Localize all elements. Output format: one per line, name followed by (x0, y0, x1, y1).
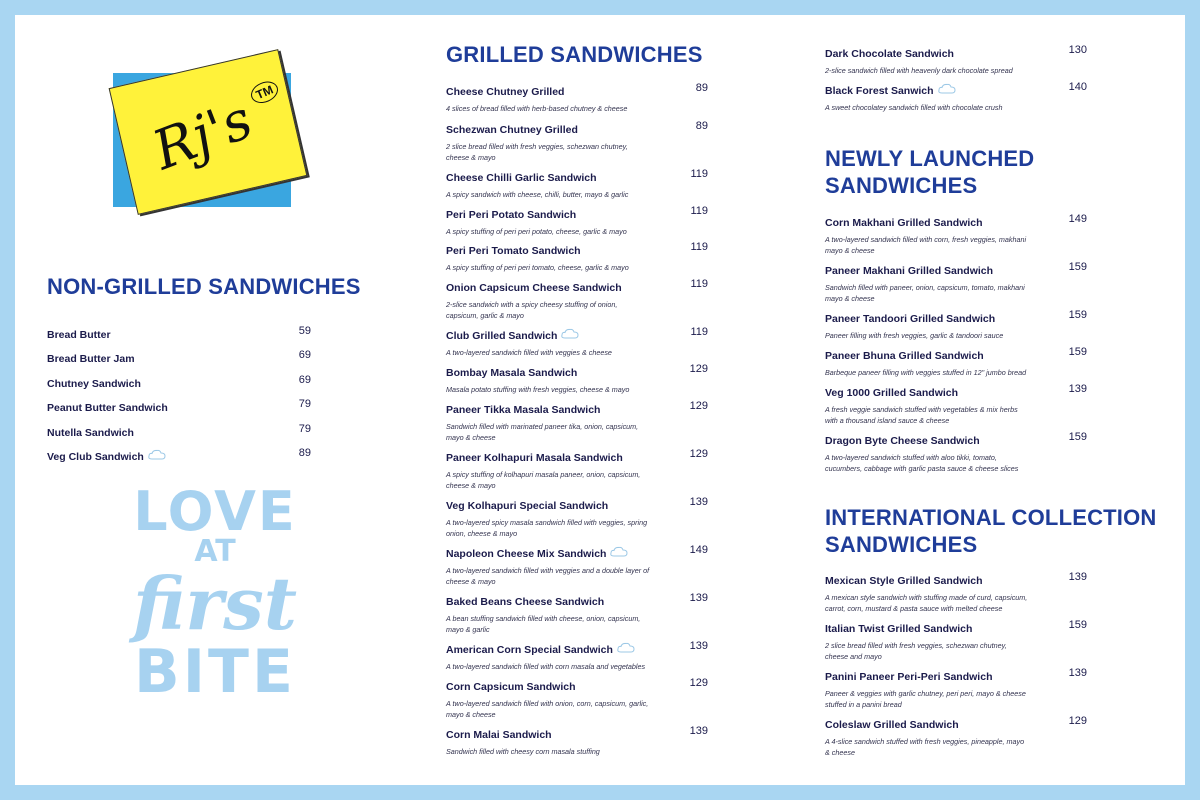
item-price: 149 (689, 544, 708, 556)
item-description: A two-layered sandwich filled with corn, fresh veggies, makhani mayo & cheese (825, 235, 1027, 255)
item-description: Barbeque paneer filling with veggies stuffed in 12" jumbo bread (825, 368, 1027, 377)
menu-item (446, 326, 738, 358)
item-description: Masala potato stuffing with fresh veggies, cheese & mayo (446, 385, 630, 394)
menu-item (825, 383, 1117, 426)
decor-love: LOVE (133, 480, 297, 543)
item-name: Cheese Chutney Grilled (446, 86, 565, 98)
love-at-first-bite-decoration (105, 480, 325, 755)
item-price: 159 (1068, 431, 1087, 443)
item-description: A two-layered sandwich filled with veggies and a double layer of cheese & mayo (446, 566, 650, 587)
cloud-icon (148, 447, 166, 465)
menu-item (825, 619, 1117, 662)
item-name: Corn Malai Sandwich (446, 729, 552, 741)
item-description: A 4-slice sandwich stuffed with fresh veggies, pineapple, mayo & cheese (825, 737, 1025, 757)
item-description: A two-layered sandwich filled with corn masala and vegetables (446, 662, 646, 672)
grilled-title: GRILLED SANDWICHES (446, 42, 703, 67)
newly-title-line2: SANDWICHES (825, 173, 978, 198)
item-name: Paneer Kolhapuri Masala Sandwich (446, 452, 623, 464)
item-price: 159 (1068, 619, 1087, 631)
item-description: A spicy sandwich with cheese, chilli, butter, mayo & garlic (446, 190, 629, 199)
item-name: Paneer Tikka Masala Sandwich (446, 404, 601, 416)
menu-item (446, 168, 738, 200)
item-name: Coleslaw Grilled Sandwich (825, 719, 959, 731)
menu-page (15, 15, 1185, 785)
menu-item (446, 241, 738, 273)
menu-item (446, 640, 738, 672)
item-description: A spicy stuffing of peri peri potato, cheese, garlic & mayo (446, 227, 627, 236)
menu-item (446, 400, 738, 443)
item-price: 139 (689, 640, 708, 652)
menu-item (825, 431, 1117, 474)
item-price: 79 (298, 423, 311, 435)
item-description: Sandwich filled with cheesy corn masala stuffing (446, 747, 600, 756)
item-price: 89 (695, 120, 708, 132)
item-name: Black Forest Sanwich (825, 85, 934, 98)
newly-title-line1: NEWLY LAUNCHED (825, 146, 1035, 171)
item-price: 59 (298, 325, 311, 337)
item-price: 79 (298, 398, 311, 410)
item-description: A bean stuffing sandwich filled with cheese, onion, capsicum, mayo & garlic (446, 614, 641, 634)
item-price: 119 (690, 241, 708, 253)
item-price: 139 (1068, 571, 1087, 583)
item-price: 129 (689, 448, 708, 460)
decor-bite: BITE (134, 637, 296, 707)
item-price: 149 (1068, 213, 1087, 225)
item-description: A two-layered sandwich filled with veggies & cheese (446, 348, 612, 358)
item-price: 119 (690, 326, 708, 338)
menu-item (446, 205, 738, 237)
menu-item (825, 667, 1117, 710)
item-description: A spicy stuffing of kolhapuri masala paneer, onion, capsicum, cheese & mayo (446, 470, 641, 490)
item-description: 2 slice bread filled with fresh veggies, schezwan chutney, cheese and mayo (825, 641, 1007, 661)
item-name: Panini Paneer Peri-Peri Sandwich (825, 671, 993, 683)
item-price: 159 (1068, 346, 1087, 358)
menu-item (446, 448, 738, 491)
item-name: Veg Club Sandwich (47, 451, 144, 464)
item-name: Bombay Masala Sandwich (446, 367, 578, 379)
menu-item (446, 363, 738, 395)
item-name: Chutney Sandwich (47, 378, 141, 390)
item-name: Mexican Style Grilled Sandwich (825, 575, 983, 587)
item-price: 159 (1068, 309, 1087, 321)
brand-name: Rj's (144, 87, 261, 183)
item-name: Dark Chocolate Sandwich (825, 48, 954, 60)
brand-logo (113, 59, 309, 229)
decor-at: AT (194, 534, 236, 569)
item-name: Peri Peri Tomato Sandwich (446, 245, 581, 257)
item-description: A two-layered spicy masala sandwich filled with veggies, spring onion, cheese & mayo (446, 518, 648, 538)
menu-item (47, 325, 341, 343)
item-name: Paneer Makhani Grilled Sandwich (825, 265, 994, 277)
menu-item (825, 213, 1117, 256)
item-description: Paneer & veggies with garlic chutney, peri peri, mayo & cheese stuffed in a panini bread (825, 689, 1026, 709)
menu-item (47, 374, 341, 392)
newly-launched-title (825, 145, 1034, 199)
menu-item (47, 423, 341, 441)
item-price: 130 (1068, 44, 1087, 56)
item-name: Peanut Butter Sandwich (47, 402, 168, 414)
non-grilled-title: NON-GRILLED SANDWICHES (47, 274, 361, 299)
item-price: 129 (689, 400, 708, 412)
item-price: 89 (695, 82, 708, 94)
menu-item (825, 715, 1117, 758)
cloud-icon (617, 640, 635, 658)
menu-item (446, 278, 738, 321)
item-price: 119 (690, 278, 708, 290)
item-name: Italian Twist Grilled Sandwich (825, 623, 973, 635)
menu-item (825, 571, 1117, 614)
item-name: Corn Capsicum Sandwich (446, 681, 576, 693)
item-name: Corn Makhani Grilled Sandwich (825, 217, 983, 229)
item-price: 89 (298, 447, 311, 459)
item-price: 69 (298, 374, 311, 386)
international-title (825, 504, 1157, 558)
item-description: A spicy stuffing of peri peri tomato, cheese, garlic & mayo (446, 263, 629, 272)
item-name: Veg 1000 Grilled Sandwich (825, 387, 959, 399)
item-description: Sandwich filled with marinated paneer tika, onion, capsicum, mayo & cheese (446, 422, 639, 442)
menu-item (446, 496, 738, 539)
item-price: 129 (689, 363, 708, 375)
item-name: Baked Beans Cheese Sandwich (446, 596, 605, 608)
international-title-line1: INTERNATIONAL COLLECTION (825, 505, 1157, 530)
cloud-icon (561, 326, 579, 344)
item-description: A mexican style sandwich with stuffing made of curd, capsicum, carrot, corn, mustard & pasta sauce with melted cheese (825, 593, 1028, 613)
menu-item (446, 82, 738, 114)
item-price: 69 (298, 349, 311, 361)
item-price: 139 (689, 592, 708, 604)
menu-item (825, 346, 1117, 378)
item-price: 139 (1068, 667, 1087, 679)
menu-item (47, 398, 341, 416)
item-name: Paneer Tandoori Grilled Sandwich (825, 313, 996, 325)
item-name: Nutella Sandwich (47, 427, 134, 439)
item-price: 159 (1068, 261, 1087, 273)
menu-item (446, 544, 738, 587)
cloud-icon (938, 81, 956, 99)
menu-item (825, 261, 1117, 304)
item-name: Onion Capsicum Cheese Sandwich (446, 282, 622, 294)
item-name: Dragon Byte Cheese Sandwich (825, 435, 980, 447)
international-title-line2: SANDWICHES (825, 532, 978, 557)
item-description: 4 slices of bread filled with herb-based chutney & cheese (446, 104, 628, 113)
item-name: American Corn Special Sandwich (446, 644, 613, 657)
menu-item (446, 592, 738, 635)
menu-item (825, 44, 1117, 76)
menu-item (446, 725, 738, 757)
item-description: 2-slice sandwich filled with heavenly dark chocolate spread (825, 66, 1013, 75)
item-name: Paneer Bhuna Grilled Sandwich (825, 350, 984, 362)
item-description: A two-layered sandwich filled with onion, corn, capsicum, garlic, mayo & cheese (446, 699, 649, 719)
item-name: Peri Peri Potato Sandwich (446, 209, 577, 221)
item-name: Napoleon Cheese Mix Sandwich (446, 548, 607, 561)
item-name: Veg Kolhapuri Special Sandwich (446, 500, 609, 512)
menu-item (446, 120, 738, 163)
item-price: 140 (1068, 81, 1087, 93)
decor-first: first (132, 561, 298, 646)
item-price: 139 (689, 725, 708, 737)
item-price: 139 (1068, 383, 1087, 395)
item-price: 119 (690, 205, 708, 217)
item-description: A sweet chocolatey sandwich filled with chocolate crush (825, 103, 1003, 113)
item-price: 129 (1068, 715, 1087, 727)
menu-item (825, 309, 1117, 341)
trademark-badge: TM (248, 78, 282, 107)
item-price: 139 (689, 496, 708, 508)
item-name: Cheese Chilli Garlic Sandwich (446, 172, 597, 184)
item-name: Schezwan Chutney Grilled (446, 124, 578, 136)
item-description: Sandwich filled with paneer, onion, capsicum, tomato, makhani mayo & cheese (825, 283, 1025, 303)
item-description: 2-slice sandwich with a spicy cheesy stuffing of onion, capsicum, garlic & mayo (446, 300, 618, 320)
item-description: 2 slice bread filled with fresh veggies, schezwan chutney, cheese & mayo (446, 142, 628, 162)
item-name: Bread Butter Jam (47, 353, 135, 365)
item-price: 129 (689, 677, 708, 689)
item-description: Paneer filling with fresh veggies, garlic & tandoori sauce (825, 331, 1004, 340)
item-price: 119 (690, 168, 708, 180)
menu-item (825, 81, 1117, 113)
menu-item (47, 349, 341, 367)
item-name: Club Grilled Sandwich (446, 330, 558, 343)
item-name: Bread Butter (47, 329, 111, 341)
item-description: A fresh veggie sandwich stuffed with vegetables & mix herbs with a thousand island sauce & cheese (825, 405, 1018, 425)
cloud-icon (610, 544, 628, 562)
item-description: A two-layered sandwich stuffed with aloo tikki, tomato, cucumbers, cabbage with garlic pasta sauce & cheese slices (825, 453, 1019, 473)
menu-item (446, 677, 738, 720)
menu-item (47, 447, 341, 465)
